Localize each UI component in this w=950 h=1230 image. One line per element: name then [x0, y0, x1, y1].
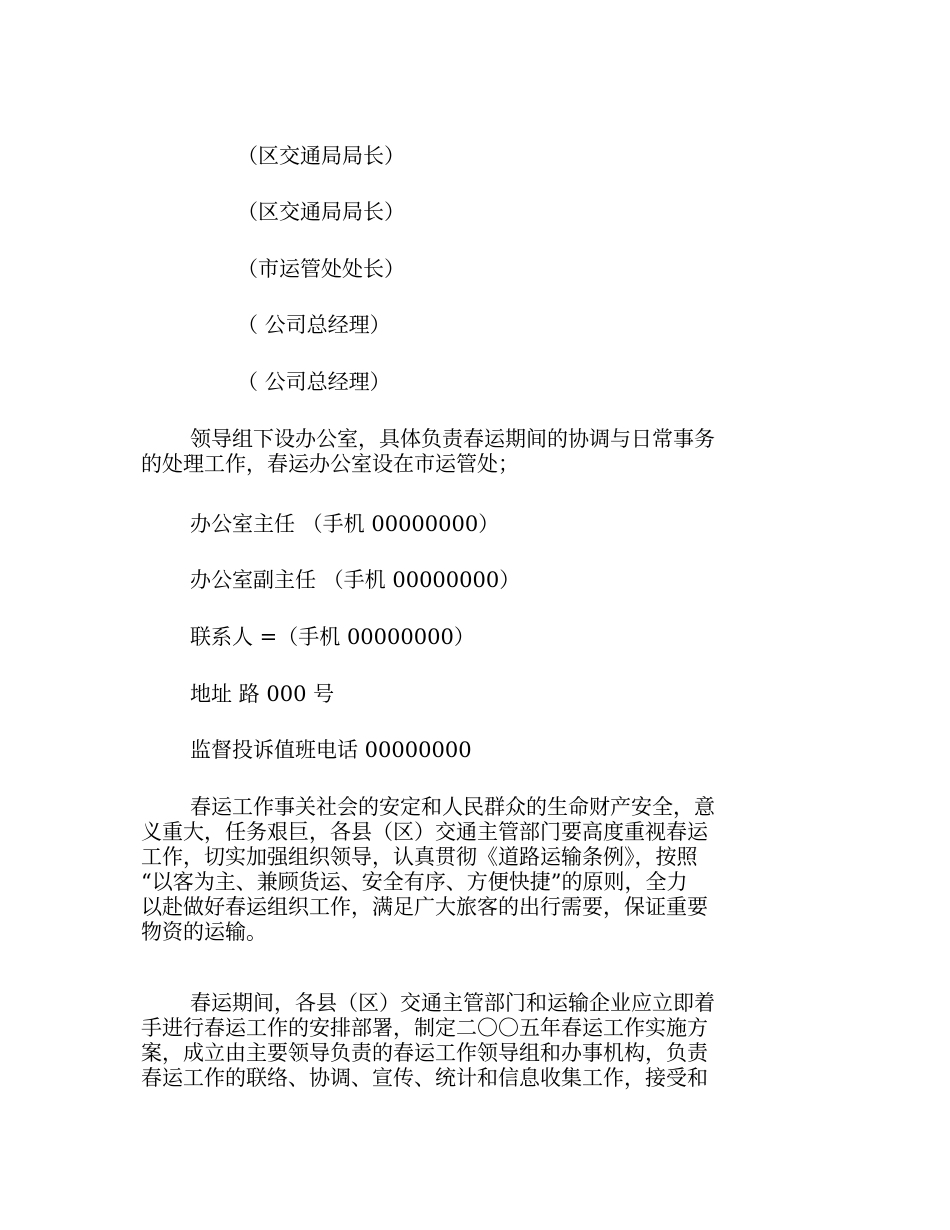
paragraph-line: 案，成立由主要领导负责的春运工作领导组和办事机构，负责: [141, 1041, 708, 1065]
office-paragraph-line: 领导组下设办公室，具体负责春运期间的协调与日常事务: [190, 427, 715, 451]
paragraph-line: 手进行春运工作的安排部署，制定二〇〇五年春运工作实施方: [141, 1016, 708, 1040]
contact-address: 地址 路 000 号: [190, 682, 335, 706]
spring-transport-paragraph-2: [141, 991, 810, 1091]
spring-transport-paragraph-1: [141, 795, 810, 945]
paragraph-line: 物资的运输。: [141, 920, 267, 944]
office-paragraph: [141, 427, 810, 477]
paragraph-line: 义重大，任务艰巨，各县（区）交通主管部门要高度重视春运: [141, 820, 708, 844]
contact-complaint-hotline: 监督投诉值班电话 00000000: [190, 738, 472, 762]
paragraph-line: 以赴做好春运组织工作，满足广大旅客的出行需要，保证重要: [141, 895, 708, 919]
leader-line-2: （区交通局局长）: [237, 200, 405, 224]
contact-office-director: 办公室主任 （手机 00000000）: [190, 512, 500, 536]
leader-line-5: （ 公司总经理）: [237, 370, 391, 394]
paragraph-line: 春运工作的联络、协调、宣传、统计和信息收集工作，接受和: [141, 1066, 708, 1090]
office-paragraph-line: 的处理工作，春运办公室设在市运管处；: [141, 452, 519, 476]
contact-office-deputy-director: 办公室副主任 （手机 00000000）: [190, 568, 521, 592]
paragraph-line: “以客为主、兼顾货运、安全有序、方便快捷”的原则，全力: [141, 870, 688, 894]
leader-line-1: （区交通局局长）: [237, 144, 405, 168]
paragraph-line: 春运期间，各县（区）交通主管部门和运输企业应立即着: [190, 991, 715, 1015]
paragraph-line: 工作，切实加强组织领导，认真贯彻《道路运输条例》，按照: [141, 845, 698, 869]
leader-line-4: （ 公司总经理）: [237, 313, 391, 337]
paragraph-line: 春运工作事关社会的安定和人民群众的生命财产安全，意: [190, 795, 715, 819]
leader-line-3: （市运管处处长）: [237, 257, 405, 281]
contact-person: 联系人 =（手机 00000000）: [190, 625, 475, 649]
